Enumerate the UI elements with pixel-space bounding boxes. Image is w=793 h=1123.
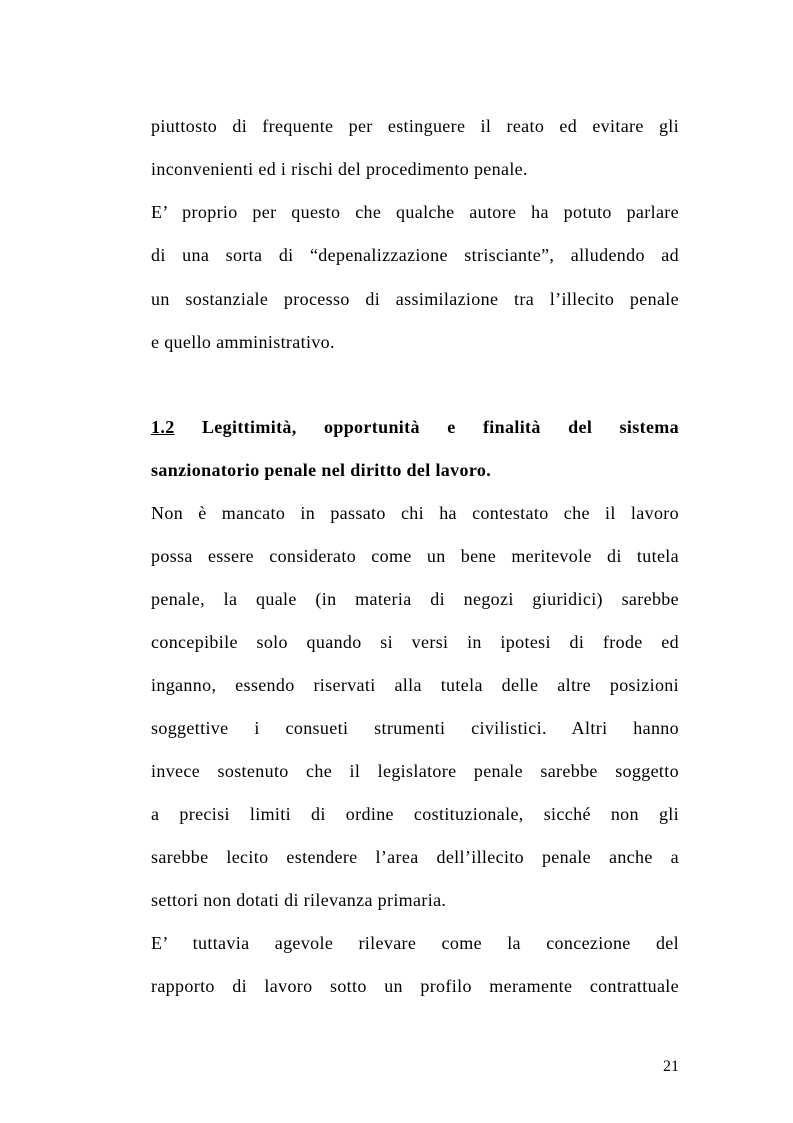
section-title-line1: Legittimità, opportunità e finalità del sistema xyxy=(201,417,679,437)
text-line: inconvenienti ed i rischi del procedimento penale. xyxy=(151,159,528,179)
text-line: a precisi limiti di ordine costituzionale, sicché non gli xyxy=(151,804,679,824)
text-line: sarebbe lecito estendere l’area dell’illecito penale anche a xyxy=(151,847,679,867)
page-number: 21 xyxy=(663,1058,679,1075)
section-title-line2: sanzionatorio penale nel diritto del lavoro. xyxy=(151,460,492,480)
text-line: rapporto di lavoro sotto un profilo meramente contrattuale xyxy=(151,976,679,996)
text-line: settori non dotati di rilevanza primaria. xyxy=(151,890,447,910)
text-line: invece sostenuto che il legislatore penale sarebbe soggetto xyxy=(151,761,679,781)
text-line: penale, la quale (in materia di negozi giuridici) sarebbe xyxy=(151,589,679,609)
section-number: 1.2 xyxy=(151,417,175,437)
text-line: concepibile solo quando si versi in ipotesi di frode ed xyxy=(151,632,679,652)
section-heading xyxy=(151,415,679,439)
text-line: piuttosto di frequente per estinguere il reato ed evitare gli xyxy=(151,116,679,136)
text-line: di una sorta di “depenalizzazione strisciante”, alludendo ad xyxy=(151,245,679,265)
text-line: possa essere considerato come un bene meritevole di tutela xyxy=(151,546,679,566)
text-line: E’ proprio per questo che qualche autore ha potuto parlare xyxy=(151,202,679,222)
text-line: un sostanziale processo di assimilazione tra l’illecito penale xyxy=(151,289,679,309)
text-line: Non è mancato in passato chi ha contestato che il lavoro xyxy=(151,503,679,523)
text-line: inganno, essendo riservati alla tutela delle altre posizioni xyxy=(151,675,679,695)
text-line: e quello amministrativo. xyxy=(151,332,335,352)
text-line: E’ tuttavia agevole rilevare come la concezione del xyxy=(151,933,679,953)
text-line: soggettive i consueti strumenti civilistici. Altri hanno xyxy=(151,718,679,738)
